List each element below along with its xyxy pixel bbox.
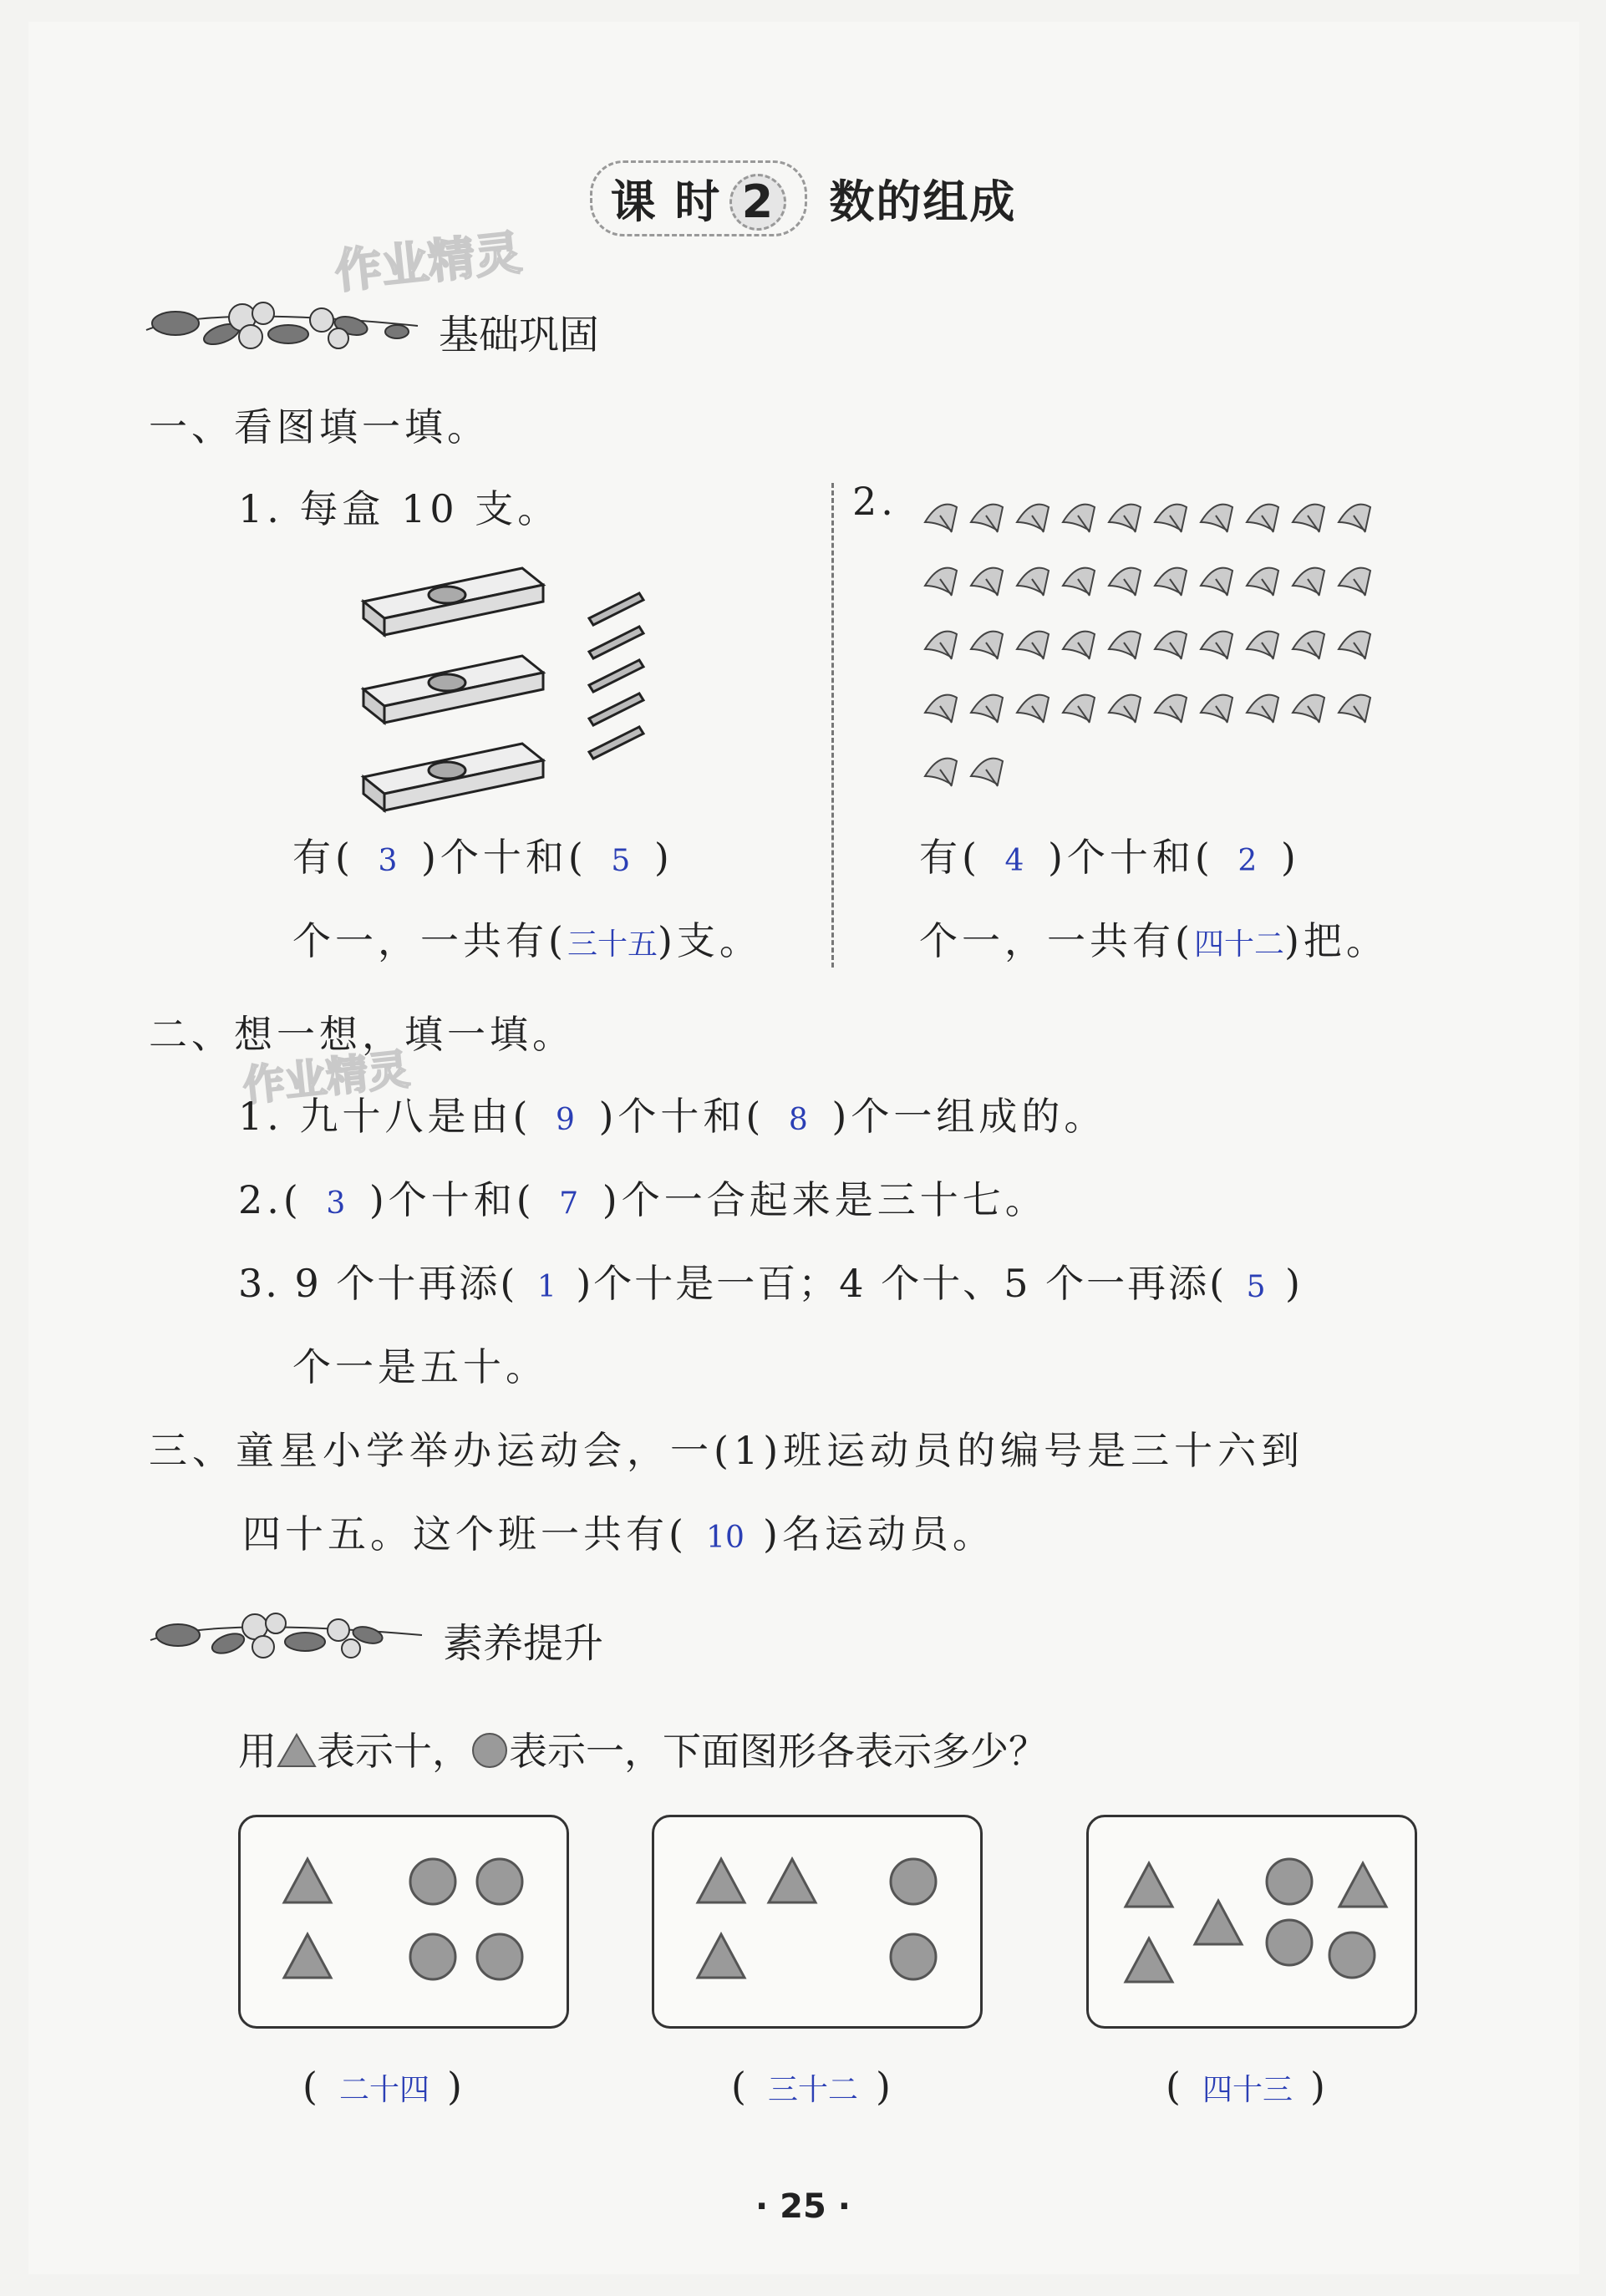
answer[interactable]: 7: [559, 1186, 579, 1221]
triangle-icon: [1126, 1863, 1172, 1907]
box-2-answer: ( 三十二 ): [731, 2064, 895, 2109]
circle-icon: [477, 1934, 522, 1979]
umbrella-icon: [1063, 505, 1095, 532]
umbrella-icon: [1339, 568, 1370, 596]
answer-ones[interactable]: 2: [1238, 844, 1258, 878]
triangle-icon: [277, 1731, 317, 1770]
answer-tens[interactable]: 4: [1004, 844, 1024, 878]
section-heading-advanced: 素养提升: [443, 1620, 604, 1667]
circle-icon: [410, 1859, 455, 1904]
umbrella-icon: [925, 759, 957, 786]
flower-vine-decoration: [146, 1600, 435, 1671]
q2-item-1: 1. 九十八是由( 9 )个十和( 8 )个一组成的。: [238, 1094, 1107, 1139]
umbrella-icon: [971, 505, 1003, 532]
umbrella-icon: [1109, 695, 1141, 723]
umbrella-icon: [1247, 632, 1278, 659]
shape-box-1: [238, 1815, 569, 2029]
answer[interactable]: 二十四: [338, 2073, 429, 2107]
circle-icon: [470, 1731, 509, 1770]
circle-icon: [1329, 1933, 1375, 1978]
answer-tens[interactable]: 3: [378, 844, 398, 878]
shape-box-2: [652, 1815, 983, 2029]
q2-item-3-cont: 个一是五十。: [292, 1344, 548, 1389]
umbrella-icon: [1017, 568, 1049, 596]
umbrella-icon: [1063, 632, 1095, 659]
divider-dashed: [831, 483, 834, 968]
section-heading-basic: 基础巩固: [439, 312, 600, 358]
circle-icon: [1267, 1920, 1312, 1965]
circle-icon: [891, 1859, 936, 1904]
answer[interactable]: 5: [1246, 1270, 1266, 1304]
umbrella-icon: [971, 632, 1003, 659]
umbrella-icon: [1293, 695, 1324, 723]
umbrella-icon: [971, 568, 1003, 596]
umbrella-icon: [1293, 568, 1324, 596]
circle-icon: [477, 1859, 522, 1904]
triangle-icon: [698, 1934, 745, 1978]
q1-sub1-line1: 有( 3 )个十和( 5 ): [292, 835, 673, 880]
watermark: 作业精灵: [332, 226, 525, 300]
shape-legend-prompt: 用 表示十， 表示一，下面图形各表示多少？: [238, 1729, 1047, 1774]
umbrella-icon: [1017, 505, 1049, 532]
umbrella-icon: [1109, 632, 1141, 659]
umbrella-icon: [1247, 568, 1278, 596]
box-3-answer: ( 四十三 ): [1166, 2064, 1329, 2109]
question-3-line1: 三、童星小学举办运动会，一(1)班运动员的编号是三十六到: [149, 1428, 1305, 1473]
lesson-title: 数的组成: [829, 175, 1017, 228]
page-number: · 25 ·: [755, 2187, 851, 2226]
answer[interactable]: 8: [788, 1103, 808, 1137]
answer[interactable]: 9: [556, 1103, 575, 1137]
umbrella-icon: [1155, 505, 1187, 532]
umbrella-icon: [1155, 632, 1187, 659]
umbrella-icon: [1201, 568, 1232, 596]
umbrella-grid: [915, 489, 1387, 790]
watermark: 作业精灵: [240, 1044, 412, 1111]
triangle-icon: [1339, 1863, 1386, 1907]
triangle-icon: [284, 1859, 331, 1902]
shape-box-3: [1086, 1815, 1417, 2029]
answer[interactable]: 10: [706, 1521, 745, 1555]
triangle-icon: [1195, 1901, 1242, 1944]
question-2-label: 二、想一想，填一填。: [149, 1012, 575, 1057]
umbrella-icon: [1063, 695, 1095, 723]
umbrella-icon: [1109, 568, 1141, 596]
umbrella-icon: [971, 759, 1003, 786]
umbrella-icon: [1017, 695, 1049, 723]
umbrella-icon: [1293, 505, 1324, 532]
q1-sub2-line1: 有( 4 )个十和( 2 ): [919, 835, 1300, 880]
umbrella-icon: [1155, 568, 1187, 596]
umbrella-icon: [971, 695, 1003, 723]
umbrella-icon: [1247, 695, 1278, 723]
umbrella-icon: [1293, 632, 1324, 659]
box-1-answer: ( 二十四 ): [302, 2064, 466, 2109]
umbrella-icon: [1201, 695, 1232, 723]
umbrella-icon: [1109, 505, 1141, 532]
triangle-icon: [698, 1859, 745, 1902]
q1-sub2-line2: 个一，一共有(四十二)把。: [919, 918, 1389, 963]
answer-total[interactable]: 四十二: [1193, 927, 1284, 962]
answer[interactable]: 1: [536, 1270, 557, 1304]
answer[interactable]: 3: [326, 1186, 346, 1221]
umbrella-icon: [1339, 632, 1370, 659]
q2-item-2: 2.( 3 )个十和( 7 )个一合起来是三十七。: [238, 1177, 1048, 1222]
umbrella-icon: [1017, 632, 1049, 659]
lesson-label: 课 时 2: [590, 160, 808, 236]
umbrella-icon: [1201, 505, 1232, 532]
q2-item-3: 3. 9 个十再添( 1 )个十是一百；4 个十、5 个一再添( 5 ): [238, 1261, 1303, 1306]
q1-sub2-label: 2.: [852, 479, 897, 524]
umbrella-icon: [1063, 568, 1095, 596]
question-3-line2: 四十五。这个班一共有( 10 )名运动员。: [242, 1511, 995, 1557]
umbrella-icon: [925, 632, 957, 659]
answer-ones[interactable]: 5: [611, 844, 631, 878]
umbrella-icon: [1247, 505, 1278, 532]
answer[interactable]: 四十三: [1202, 2073, 1293, 2107]
circle-icon: [1267, 1859, 1312, 1904]
umbrella-icon: [925, 568, 957, 596]
page-title: [0, 160, 1606, 236]
flower-vine-decoration: [142, 288, 430, 363]
lesson-number: 2: [729, 174, 786, 231]
umbrella-icon: [1201, 632, 1232, 659]
q1-sub1-line2: 个一，一共有(三十五)支。: [292, 918, 762, 963]
umbrella-icon: [925, 505, 957, 532]
answer-total[interactable]: 三十五: [567, 927, 658, 962]
triangle-icon: [1126, 1938, 1172, 1982]
q1-sub1-label: 1. 每盒 10 支。: [238, 486, 561, 531]
umbrella-icon: [1155, 695, 1187, 723]
circle-icon: [410, 1934, 455, 1979]
triangle-icon: [284, 1934, 331, 1978]
triangle-icon: [769, 1859, 816, 1902]
circle-icon: [891, 1934, 936, 1979]
question-1-label: 一、看图填一填。: [149, 404, 490, 450]
umbrella-icon: [1339, 505, 1370, 532]
umbrella-icon: [925, 695, 957, 723]
answer[interactable]: 三十二: [767, 2073, 858, 2107]
umbrella-icon: [1339, 695, 1370, 723]
